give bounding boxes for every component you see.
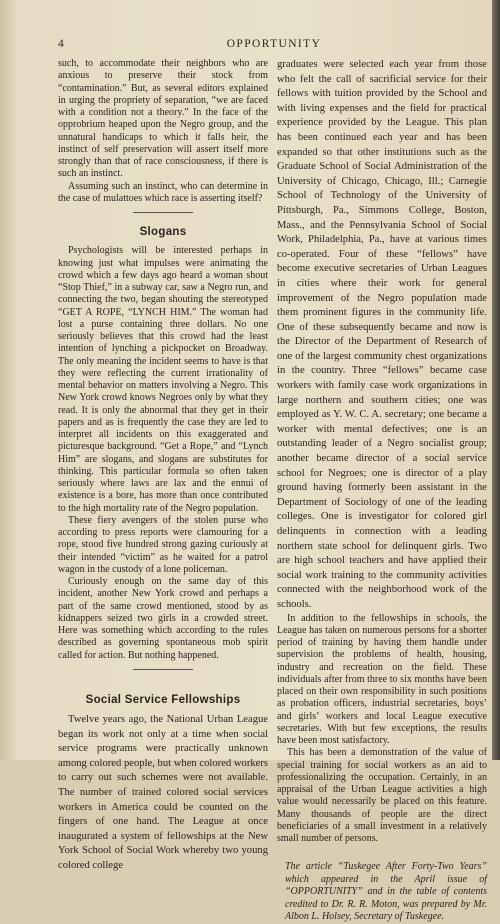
section-heading-slogans: Slogans [139,226,187,238]
intro-paragraph: such, to accommodate their neighbors who are anxious to preserve their stock from “contamination.” But, as several editors explained in urging the propriety of separation, “we are faced with a condition not a theory.” In the face of the opprobrium heaped upon the Negro group, and the unnatural handicaps to which it falls heir, the instinct of self preservation will assert itself more strongly than that of race consciousness, if there is such an instinct. [58,58,268,180]
left-column [58,58,268,874]
running-title: OPPORTUNITY [226,38,322,50]
section-divider [133,669,193,670]
slogans-paragraph: Curiously enough on the same day of this incident, another New York crowd and perhaps a part of the same crowd mentioned, stood by as kidnappers seized two girls in a crowded street. Here was something which according to the rules described as governing spontaneous mob spirit called for action. But nothing happened. [58,576,268,661]
section-heading-fellowships: Social Service Fellowships [85,693,241,706]
fellowships-continued-paragraph: graduates were selected each year from those who felt the call of sacrificial service for their fellows with tuition provided by the School and with living expenses and the field for practical experience provided by the League. This plan has been continued each year and has been expanded so that other institutions such as the Graduate School of Social Administration of the University of Chicago, Chicago, Ill.; Carnegie School of Technology of the University of Pittsburgh, Pa., Simmons College, Boston, Mass., and the Pennsylvania School of Social Work, Philadelphia, Pa., have at various times co-operated. Four of these “fellows” have become executive secretaries of Urban Leagues in cities where their work for general improvement of the Negro population made them prominent figures in the community life. One of these subsequently became and now is the Director of the Department of Research of one of the largest community chest organizations in the country. Three “fellows” became case workers with family case work organizations in large northern and southern cities; one was employed as Y. W. C. A. secretary; one became a worker with mental defectives; one is an outstanding leader of a Negro socialist group; another became director of a social service school for Negroes; one is director of a play ground having formerly been assistant in the Department of Sociology of one of the leading colleges. One is investigator for colored girl delinquents in connection with a leading northern state school for delinquent girls. Two are high school teachers and have applied their social work training to the community activities connected with the neighborhood work of the schools. [277,59,487,610]
fellowships-paragraph: Twelve years ago, the National Urban League began its work not only at a time when social service programs were practically unknown among colored people, but when colored workers to carry out such schemes were not available. The number of trained colored social services workers in America could be counted on the fingers of one hand. The League at once inaugurated a system of fellowships at the New York School of Social Work whereby two young colored college [58,714,268,871]
editorial-footnote [277,861,487,924]
fellowships-paragraph: In addition to the fellowships in schools, the League has taken on numerous persons for a shorter period of training by having them handle under supervision the problems of health, housing, industry and recreation on the field. These individuals after from three to six months have been placed on their own responsibility in such positions as probation officers, industrial secretaries, boys’ and girls’ workers and local League executive secretaries. With but few exceptions, the results have been most satisfactory. [277,612,487,747]
footnote-text: The article “Tuskegee After Forty-Two Years” which appeared in the April issue of “OPPORTUNITY” and in the table of contents credited to Dr. R. R. Moton, was prepared by Mr. Albon L. Holsey, Secretary of Tuskegee. [285,861,487,923]
page-number: 4 [58,38,66,50]
binding-edge [492,0,500,760]
page-header [58,38,490,54]
intro-paragraph: Assuming such an instinct, who can determine in the case of mulattoes which race is asserting itself? [58,180,268,204]
fellowships-paragraph: This has been a demonstration of the value of special training for social workers as an aid to professionalizing the occupation. Certainly, in an appraisal of the Urban League activities a high value would necessarily be placed on this feature. Many thousands of people are the direct beneficiaries of a small investment in a relatively small number of persons. [277,747,487,845]
right-column [277,58,487,924]
slogans-paragraph: These fiery avengers of the stolen purse who according to press reports were clamouring for a rope, stood five hundred strong gazing curiously at their intended “victim” as he waited for a patrol wagon in the custody of a lone policeman. [58,514,268,575]
section-divider [133,212,193,213]
slogans-paragraph: Psychologists will be interested perhaps in knowing just what impulses were animating the crowd which a few days ago heard a woman shout “Stop Thief,” in a subway car, saw a Negro run, and connecting the two, began shouting the stereotyped “GET A ROPE, “LYNCH HIM.” The woman had lost a purse containing three dollars. No one seriously believes that this crowd had the least intention of lynching a pickpocket on Broadway. The only meaning the incident seems to have is that they were reflecting the current irrationality of mental behavior on matters involving a Negro. This New York crowd knows Negroes only by what they read. It is only the abnormal that they get in their papers and as is frequently the case they are led to interpret all incidents on this exaggerated and picturesque background. “Get a Rope,” and “Lynch Him” are slogans, and slogans are substitutes for thinking. This particular formula so often taken seriously where laws are lax and the ennui of existence is a bore, has more than once contributed to the high mortality rate of the Negro population. [58,245,268,514]
